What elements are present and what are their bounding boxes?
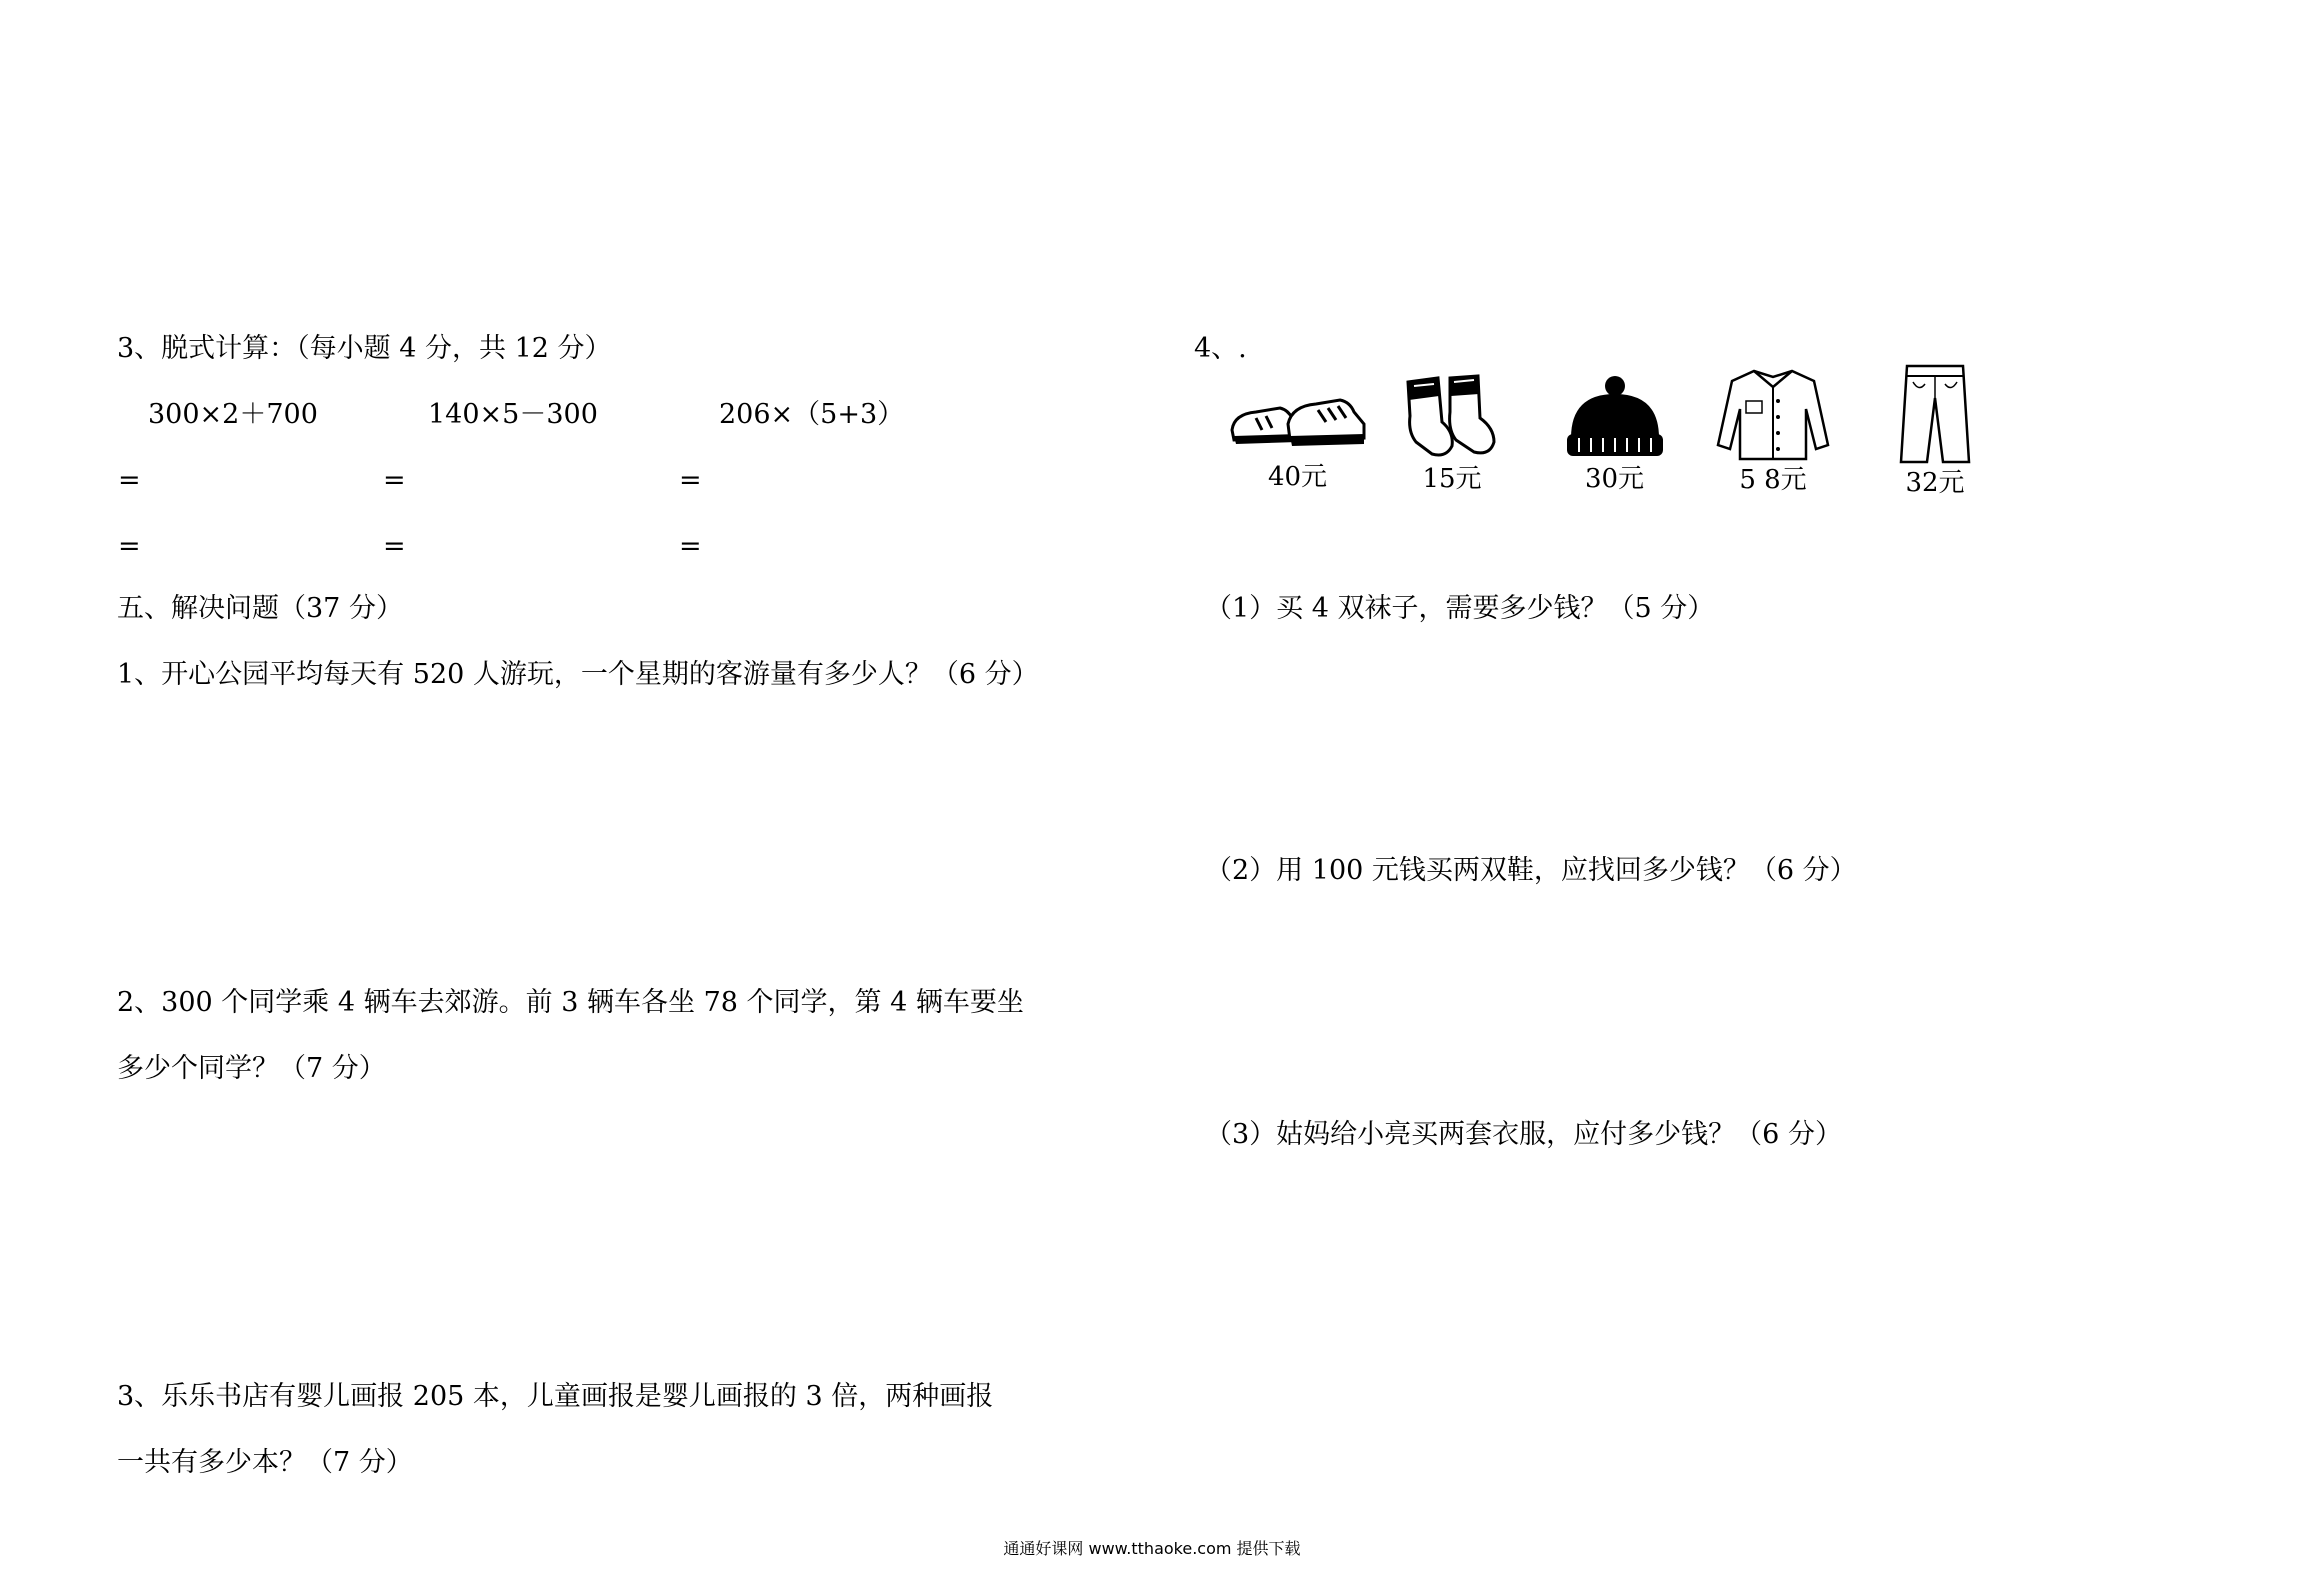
equals-sign: = [679, 465, 702, 496]
q4-title: 4、. [1194, 333, 1247, 364]
item-socks [1392, 372, 1512, 494]
socks-icon [1394, 372, 1510, 462]
q3-title: 3、脱式计算：（每小题 4 分，共 12 分） [117, 333, 612, 364]
problem-2-line2: 多少个同学？（7 分） [117, 1053, 386, 1084]
shirt-icon [1710, 365, 1836, 463]
problem-3-line2: 一共有多少本？（7 分） [117, 1447, 413, 1478]
expression-2: 140×5－300 [428, 399, 598, 430]
item-hat [1552, 372, 1677, 494]
price-label: 15元 [1422, 464, 1482, 494]
problem-2-line1: 2、300 个同学乘 4 辆车去郊游。前 3 辆车各坐 78 个同学，第 4 辆车要坐 [117, 987, 1024, 1018]
pants-icon [1895, 362, 1975, 466]
price-label: 32元 [1905, 468, 1965, 498]
price-label: 30元 [1584, 464, 1645, 494]
equals-sign: = [679, 531, 702, 562]
price-label: 5 8元 [1739, 465, 1807, 495]
item-shirt [1708, 365, 1838, 495]
equals-sign: = [383, 465, 406, 496]
footer-source: 通通好课网 www.tthaoke.com 提供下载 [1003, 1539, 1301, 1558]
equals-sign: = [118, 465, 141, 496]
hat-icon [1559, 372, 1671, 462]
equals-sign: = [383, 531, 406, 562]
shoes-icon [1228, 380, 1368, 460]
expression-1: 300×2＋700 [148, 399, 318, 430]
item-pants [1880, 362, 1990, 498]
subquestion-3: （3）姑妈给小亮买两套衣服，应付多少钱？（6 分） [1205, 1119, 1842, 1150]
equals-sign: = [118, 531, 141, 562]
problem-3-line1: 3、乐乐书店有婴儿画报 205 本，儿童画报是婴儿画报的 3 倍，两种画报 [117, 1381, 994, 1412]
item-shoes [1225, 380, 1370, 492]
problem-1: 1、开心公园平均每天有 520 人游玩，一个星期的客游量有多少人？（6 分） [117, 659, 1039, 690]
expression-3: 206×（5+3） [719, 399, 905, 430]
subquestion-1: （1）买 4 双袜子，需要多少钱？（5 分） [1205, 593, 1715, 624]
price-label: 40元 [1267, 462, 1328, 492]
section5-title: 五、解决问题（37 分） [117, 593, 403, 624]
subquestion-2: （2）用 100 元钱买两双鞋，应找回多少钱？（6 分） [1205, 855, 1857, 886]
